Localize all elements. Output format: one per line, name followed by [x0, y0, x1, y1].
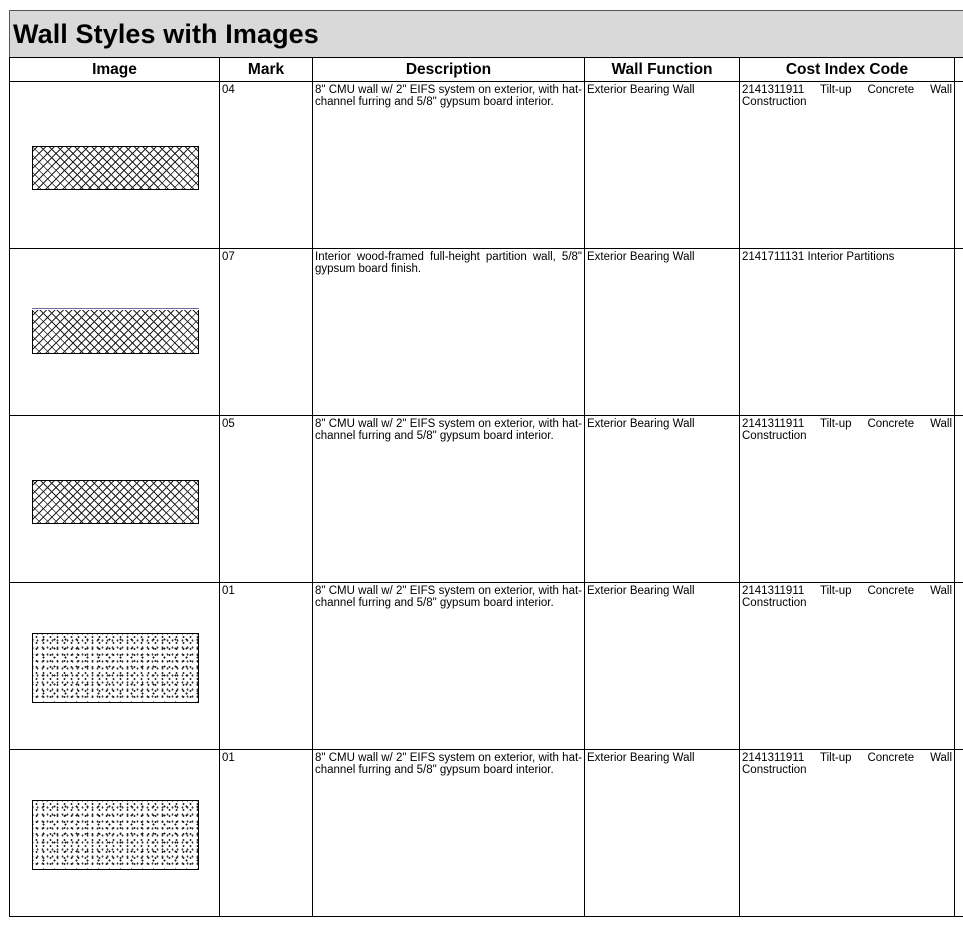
mark-cell: 07 [220, 249, 313, 416]
cost-index-cell: 2141311911 Tilt-up Concrete Wall Construction [740, 82, 955, 249]
table-header-row [10, 58, 963, 82]
mark-cell: 04 [220, 82, 313, 249]
table-row [10, 750, 963, 917]
table-row [10, 249, 963, 416]
overflow-cell [955, 583, 963, 750]
wall-image-cell [10, 82, 220, 249]
cost-index-cell: 2141311911 Tilt-up Concrete Wall Construction [740, 583, 955, 750]
mark-cell: 01 [220, 583, 313, 750]
description-cell: 8" CMU wall w/ 2" EIFS system on exterior, with hat-channel furring and 5/8" gypsum board interior. [313, 583, 585, 750]
table-row [10, 82, 963, 249]
crosshatch-wall-swatch [32, 480, 199, 524]
stipple-wall-swatch [32, 800, 199, 870]
schedule-sheet [9, 10, 963, 917]
schedule-title-bar [9, 10, 963, 57]
wall-function-cell: Exterior Bearing Wall [585, 416, 740, 583]
wall-styles-table [9, 57, 963, 917]
cost-index-cell: 2141711131 Interior Partitions [740, 249, 955, 416]
crosshatch-wall-swatch [32, 146, 199, 190]
column-header-overflow [955, 58, 963, 82]
overflow-cell [955, 750, 963, 917]
description-cell: Interior wood-framed full-height partition wall, 5/8" gypsum board finish. [313, 249, 585, 416]
schedule-title: Wall Styles with Images [13, 18, 319, 49]
column-header-wall-function: Wall Function [585, 58, 740, 82]
wall-image-cell [10, 750, 220, 917]
wall-image-cell [10, 583, 220, 750]
column-header-mark: Mark [220, 58, 313, 82]
overflow-cell [955, 416, 963, 583]
wall-function-cell: Exterior Bearing Wall [585, 82, 740, 249]
table-row [10, 416, 963, 583]
column-header-image: Image [10, 58, 220, 82]
wall-function-cell: Exterior Bearing Wall [585, 249, 740, 416]
wall-function-cell: Exterior Bearing Wall [585, 750, 740, 917]
mark-cell: 01 [220, 750, 313, 917]
description-cell: 8" CMU wall w/ 2" EIFS system on exterior, with hat-channel furring and 5/8" gypsum board interior. [313, 82, 585, 249]
table-row [10, 583, 963, 750]
stipple-wall-swatch [32, 633, 199, 703]
mark-cell: 05 [220, 416, 313, 583]
wall-image-cell [10, 249, 220, 416]
column-header-description: Description [313, 58, 585, 82]
overflow-cell [955, 249, 963, 416]
description-cell: 8" CMU wall w/ 2" EIFS system on exterior, with hat-channel furring and 5/8" gypsum board interior. [313, 750, 585, 917]
crosshatch-wall-swatch [32, 310, 199, 354]
column-header-cost-index-code: Cost Index Code [740, 58, 955, 82]
description-cell: 8" CMU wall w/ 2" EIFS system on exterior, with hat-channel furring and 5/8" gypsum board interior. [313, 416, 585, 583]
cost-index-cell: 2141311911 Tilt-up Concrete Wall Construction [740, 750, 955, 917]
cost-index-cell: 2141311911 Tilt-up Concrete Wall Construction [740, 416, 955, 583]
overflow-cell [955, 82, 963, 249]
wall-function-cell: Exterior Bearing Wall [585, 583, 740, 750]
wall-image-cell [10, 416, 220, 583]
